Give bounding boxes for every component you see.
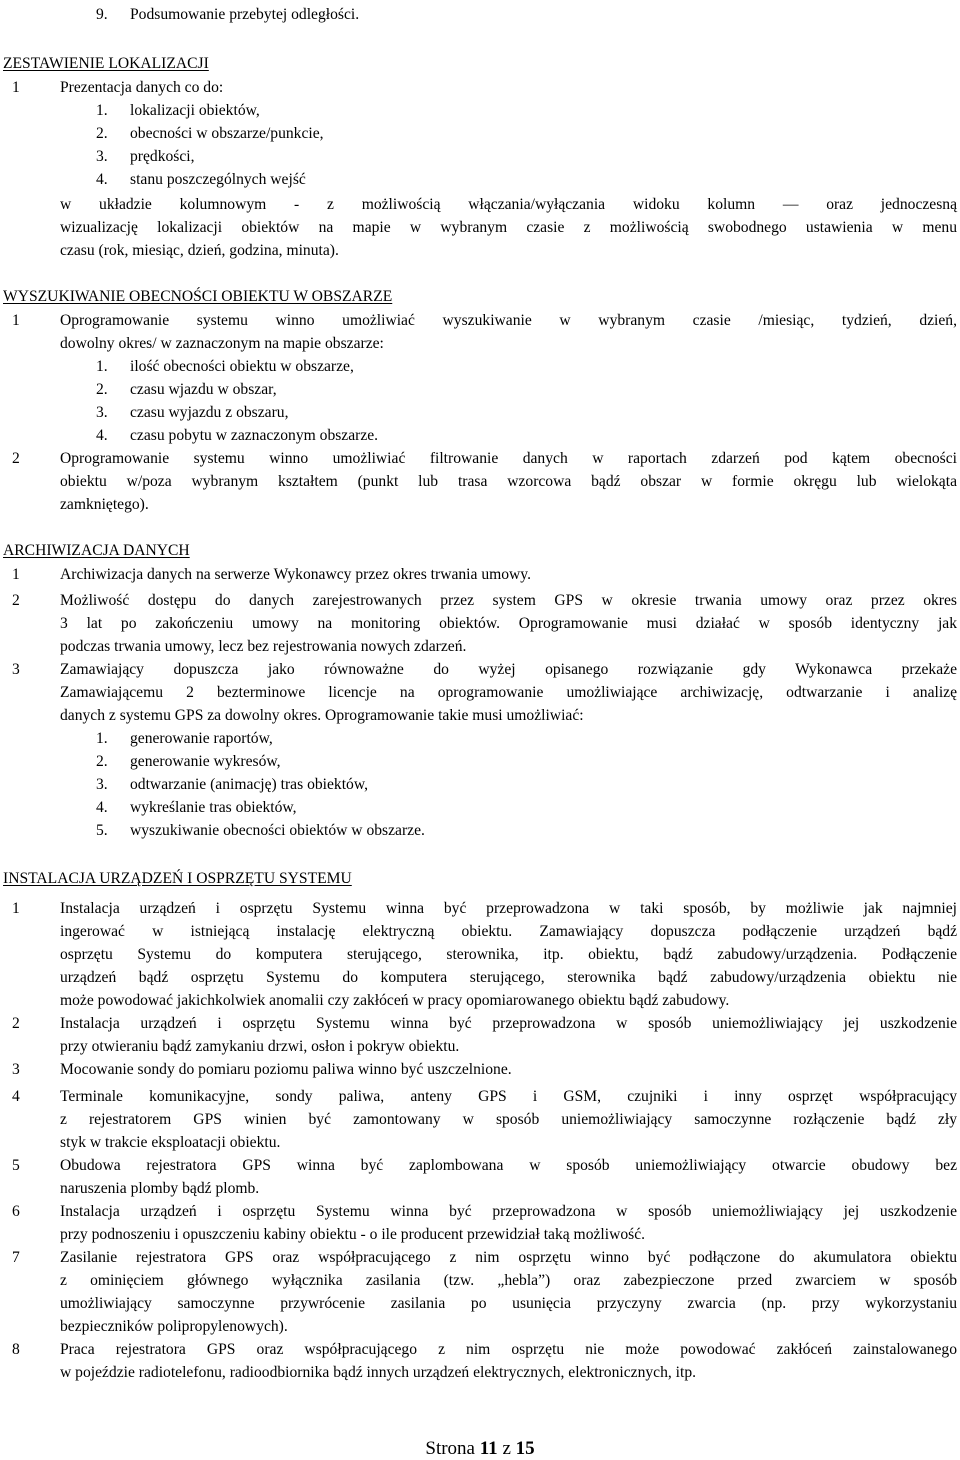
text-line: naruszenia plomby bądź plomb.: [60, 1180, 260, 1197]
text-line: stanu poszczególnych wejść: [130, 171, 306, 188]
list-number: 2.: [96, 753, 108, 770]
list-number: 4.: [96, 799, 108, 816]
text-line: prędkości,: [130, 148, 195, 165]
text-line: styk w trakcie eksploatacji obiektu.: [60, 1134, 281, 1151]
footer-total-pages: 15: [515, 1438, 535, 1459]
text-line: Instalacja urządzeń i osprzętu Systemu winna być przeprowadzona w taki sposób, by możliwie jak najmniej: [60, 900, 957, 917]
list-number: 3.: [96, 148, 108, 165]
list-number: 2: [12, 450, 20, 467]
text-line: odtwarzanie (animację) tras obiektów,: [130, 776, 368, 793]
list-number: 2.: [96, 125, 108, 142]
text-line: przy podnoszeniu i opuszczeniu kabiny obiektu - o ile producent przewidział taką możliwość.: [60, 1226, 646, 1243]
text-line: 3 lat po zakończeniu umowy na monitoring obiektów. Oprogramowanie musi działać w sposób identyczny jak: [60, 615, 957, 632]
list-number: 3.: [96, 404, 108, 421]
text-line: Obudowa rejestratora GPS winna być zaplombowana w sposób uniemożliwiający otwarcie obudowy bez: [60, 1157, 957, 1174]
text-line: w pojeździe radiotelefonu, radioodbiornika bądź innych urządzeń elektrycznych, elektronicznych, itp.: [60, 1364, 697, 1381]
text-line: podczas trwania umowy, lecz bez rejestrowania nowych zdarzeń.: [60, 638, 467, 655]
text-line: obiektu w/poza wybranym kształtem (punkt lub trasa wzorcowa bądź obszar w formie okręgu lub wielokąta: [60, 473, 957, 490]
text-line: Zamawiający dopuszcza jako równoważne do wyżej opisanego rozwiązanie gdy Wykonawca przekaże: [60, 661, 957, 678]
list-number: 1: [12, 79, 20, 96]
footer-prefix: Strona: [425, 1438, 480, 1459]
text-line: czasu wjazdu w obszar,: [130, 381, 277, 398]
list-number: 2.: [96, 381, 108, 398]
list-number: 1: [12, 312, 20, 329]
text-line: bezpieczników polipropylenowych).: [60, 1318, 288, 1335]
section-heading: INSTALACJA URZĄDZEŃ I OSPRZĘTU SYSTEMU: [3, 870, 352, 887]
list-number: 7: [12, 1249, 20, 1266]
section-heading: ZESTAWIENIE LOKALIZACJI: [3, 55, 209, 72]
list-number: 8: [12, 1341, 20, 1358]
text-line: czasu pobytu w zaznaczonym obszarze.: [130, 427, 379, 444]
text-line: osprzętu Systemu do komputera sterującego, sterownika, itp. obiektu, bądź zabudowy/urządzenia. Podłączenie: [60, 946, 957, 963]
text-line: Możliwość dostępu do danych zarejestrowanych przez system GPS w okresie trwania umowy oraz przez okres: [60, 592, 957, 609]
text-line: wykreślanie tras obiektów,: [130, 799, 297, 816]
text-line: przy otwieraniu bądź zamykaniu drzwi, osłon i pokryw obiektu.: [60, 1038, 460, 1055]
footer-current-page: 11: [479, 1438, 498, 1459]
text-line: Mocowanie sondy do pomiaru poziomu paliwa winno być uszczelnione.: [60, 1061, 512, 1078]
text-line: Oprogramowanie systemu winno umożliwiać wyszukiwanie w wybranym czasie /miesiąc, tydzień, dzień,: [60, 312, 957, 329]
list-number: 2: [12, 592, 20, 609]
text-line: Terminale komunikacyjne, sondy paliwa, anteny GPS i GSM, czujniki i inny osprzęt współpracujący: [60, 1088, 957, 1105]
section-heading: WYSZUKIWANIE OBECNOŚCI OBIEKTU W OBSZARZE: [3, 288, 393, 305]
list-number: 3: [12, 1061, 20, 1078]
text-line: ilość obecności obiektu w obszarze,: [130, 358, 354, 375]
text-line: ingerować w istniejącą instalację elektryczną obiektu. Zamawiający dopuszcza podłączenie urządzeń bądź: [60, 923, 957, 940]
text-line: w układzie kolumnowym - z możliwością włączania/wyłączania widoku kolumn — oraz jednoczesną: [60, 196, 957, 213]
text-line: z ominięciem głównego wyłącznika zasilania (tzw. „hebla”) oraz zabezpieczone przed zwarciem w sposób: [60, 1272, 957, 1289]
footer-middle: z: [497, 1438, 516, 1459]
text-line: generowanie wykresów,: [130, 753, 281, 770]
list-number: 4.: [96, 427, 108, 444]
text-line: Zamawiającemu 2 bezterminowe licencje na oprogramowanie umożliwiające archiwizację, odtwarzanie i analizę: [60, 684, 957, 701]
list-number: 1.: [96, 358, 108, 375]
text-line: urządzeń bądź osprzętu Systemu do komputera sterującego, sterownika bądź zabudowy/urządzenia obiektu nie: [60, 969, 957, 986]
list-number: 5: [12, 1157, 20, 1174]
text-line: zamkniętego).: [60, 496, 149, 513]
text-line: danych z systemu GPS za dowolny okres. Oprogramowanie takie musi umożliwiać:: [60, 707, 584, 724]
text-line: lokalizacji obiektów,: [130, 102, 260, 119]
text-line: Oprogramowanie systemu winno umożliwiać filtrowanie danych w raportach zdarzeń pod kątem obecności: [60, 450, 957, 467]
text-line: obecności w obszarze/punkcie,: [130, 125, 324, 142]
list-number: 4.: [96, 171, 108, 188]
list-number: 3.: [96, 776, 108, 793]
text-line: dowolny okres/ w zaznaczonym na mapie obszarze:: [60, 335, 384, 352]
text-line: z rejestratorem GPS winien być zamontowany w sposób uniemożliwiający samoczynne rozłączenie bądź zły: [60, 1111, 957, 1128]
text-line: wizualizację lokalizacji obiektów na mapie w wybranym czasie z możliwością swobodnego ustawienia w menu: [60, 219, 957, 236]
list-number: 3: [12, 661, 20, 678]
text-line: umożliwiający samoczynne przywrócenie zasilania po usunięcia przyczyny zwarcia (np. przy wykorzystaniu: [60, 1295, 957, 1312]
text-line: Zasilanie rejestratora GPS oraz współpracującego z nim osprzętu winno być podłączone do akumulatora obiektu: [60, 1249, 957, 1266]
text-line: Prezentacja danych co do:: [60, 79, 224, 96]
text-line: Archiwizacja danych na serwerze Wykonawcy przez okres trwania umowy.: [60, 566, 531, 583]
text-line: generowanie raportów,: [130, 730, 273, 747]
text-line: może powodować jakichkolwiek anomalii czy zakłóceń w pracy opomiarowanego obiektu bądź zabudowy.: [60, 992, 730, 1009]
text-line: Instalacja urządzeń i osprzętu Systemu winna być przeprowadzona w sposób uniemożliwiający jej uszkodzenie: [60, 1015, 957, 1032]
text-line: Podsumowanie przebytej odległości.: [130, 6, 360, 23]
list-number: 1: [12, 566, 20, 583]
text-line: Praca rejestratora GPS oraz współpracującego z nim osprzętu nie może powodować zakłóceń zainstalowanego: [60, 1341, 957, 1358]
list-number: 9.: [96, 6, 108, 23]
list-number: 1: [12, 900, 20, 917]
list-number: 1.: [96, 102, 108, 119]
list-number: 4: [12, 1088, 20, 1105]
list-number: 1.: [96, 730, 108, 747]
list-number: 6: [12, 1203, 20, 1220]
list-number: 2: [12, 1015, 20, 1032]
text-line: Instalacja urządzeń i osprzętu Systemu winna być przeprowadzona w sposób uniemożliwiający jej uszkodzenie: [60, 1203, 957, 1220]
text-line: wyszukiwanie obecności obiektów w obszarze.: [130, 822, 425, 839]
text-line: czasu wyjazdu z obszaru,: [130, 404, 289, 421]
section-heading: ARCHIWIZACJA DANYCH: [3, 542, 190, 559]
text-line: czasu (rok, miesiąc, dzień, godzina, minuta).: [60, 242, 339, 259]
list-number: 5.: [96, 822, 108, 839]
